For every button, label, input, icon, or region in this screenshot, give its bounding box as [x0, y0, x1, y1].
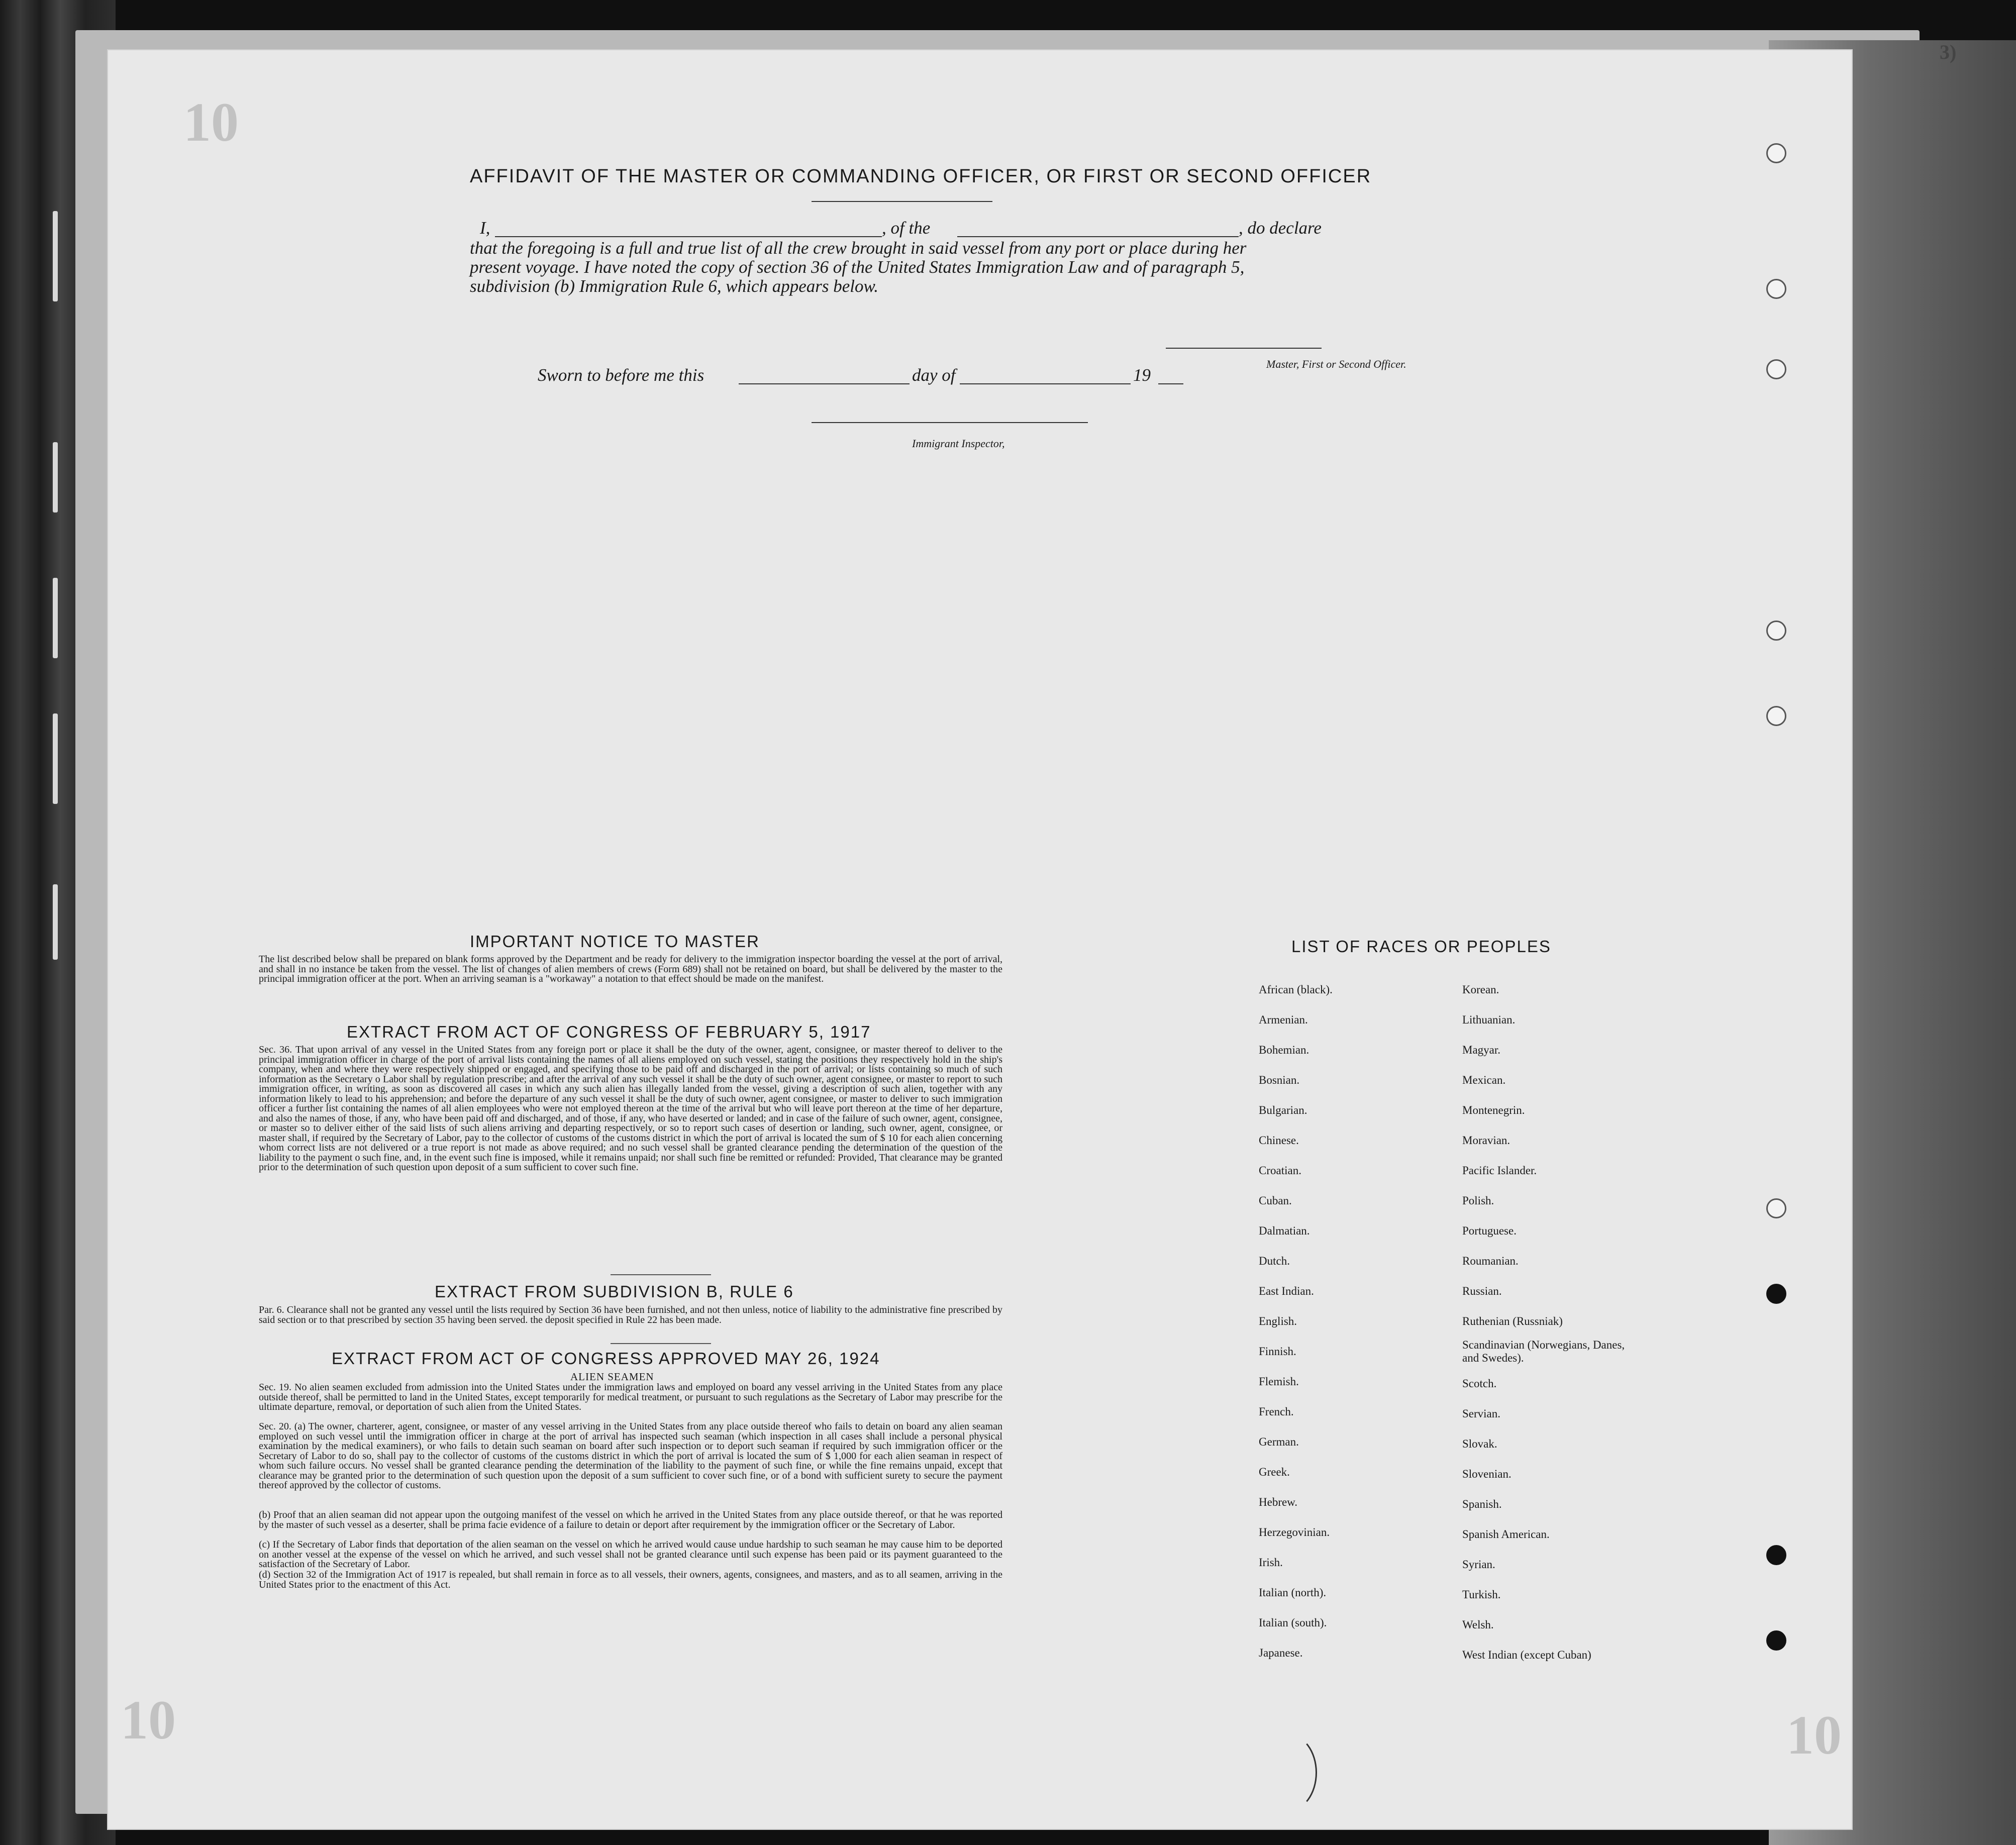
punch-hole — [1766, 279, 1786, 299]
race-item: Herzegovinian. — [1259, 1526, 1330, 1539]
punch-hole — [1766, 359, 1786, 379]
race-item: Pacific Islander. — [1462, 1164, 1537, 1177]
sheet-number-bottom-left: 10 — [121, 1689, 176, 1751]
extract-1924-title: EXTRACT FROM ACT OF CONGRESS APPROVED MAY 26, 1924 — [332, 1349, 880, 1368]
punch-hole — [1766, 1630, 1786, 1651]
race-item: Magyar. — [1462, 1044, 1501, 1056]
race-item: Spanish. — [1462, 1498, 1502, 1510]
race-item: Croatian. — [1259, 1164, 1301, 1177]
sec20b-text: (b) Proof that an alien seaman did not appear upon the outgoing manifest of the vessel on which he arrived in the United States from any place outside thereof, or that he was reported by the master of such vessel as a deserter, shall be prima facie evidence of a failure to detain or deport after requirement by the immigration officer or the Secretary of Labor. — [259, 1509, 1002, 1530]
day-of: day of — [912, 365, 956, 385]
race-item: Roumanian. — [1462, 1255, 1519, 1267]
race-item: Lithuanian. — [1462, 1013, 1516, 1026]
inspector-signature-line — [812, 422, 1088, 423]
race-item: Korean. — [1462, 983, 1499, 996]
race-item: Bosnian. — [1259, 1074, 1300, 1086]
race-item: Portuguese. — [1462, 1224, 1517, 1237]
binder-tab — [53, 713, 58, 804]
race-item: Mexican. — [1462, 1074, 1506, 1086]
month-blank — [960, 383, 1131, 384]
race-item: Irish. — [1259, 1556, 1283, 1569]
affidavit-do-declare: , do declare — [1239, 218, 1322, 238]
sheet-number-bottom-right: 10 — [1786, 1704, 1842, 1766]
corner-note: 3) — [1940, 41, 1957, 63]
rule6-title: EXTRACT FROM SUBDIVISION B, RULE 6 — [435, 1282, 794, 1301]
punch-hole — [1766, 1545, 1786, 1565]
punch-hole — [1766, 706, 1786, 726]
race-item: Chinese. — [1259, 1134, 1299, 1147]
race-item: West Indian (except Cuban) — [1462, 1649, 1591, 1661]
race-item: Turkish. — [1462, 1588, 1501, 1601]
affidavit-title: AFFIDAVIT OF THE MASTER OR COMMANDING OFFICER, OR FIRST OR SECOND OFFICER — [470, 166, 1372, 187]
punch-hole — [1766, 1198, 1786, 1218]
section-divider — [611, 1343, 711, 1344]
vessel-blank — [957, 236, 1239, 237]
punch-hole — [1766, 143, 1786, 163]
race-item: Russian. — [1462, 1285, 1502, 1297]
race-item: Syrian. — [1462, 1558, 1495, 1571]
race-item: Spanish American. — [1462, 1528, 1550, 1541]
race-item: Montenegrin. — [1462, 1104, 1525, 1116]
manifest-page — [108, 41, 1957, 1829]
affidavit-line-2: that the foregoing is a full and true list of all the crew brought in said vessel from any port or place during her — [470, 238, 1247, 258]
notice-text: The list described below shall be prepared on blank forms approved by the Department and be ready for delivery to the immigration inspector boarding the vessel at the port of arrival, and shall in no instance be taken from the vessel. The list of changes of alien members of crews (Form 689) shall not be retained on board, but shall be delivered by the master to the principal immigration officer at the port. When an arriving seaman is a "workaway" a notation to that effect should be made on the manifest. — [259, 954, 1002, 984]
races-right-column — [1462, 975, 1643, 1670]
rule6-text: Par. 6. Clearance shall not be granted any vessel until the lists required by Section 36 have been furnished, and not then unless, notice of liability to the administrative fine prescribed by said section or to that prescribed by section 35 having been served. the deposit specified in Rule 22 has been made. — [259, 1304, 1002, 1325]
binder-tab — [53, 578, 58, 658]
extract-1924-subtitle: ALIEN SEAMEN — [570, 1371, 654, 1383]
sec20d-text: (d) Section 32 of the Immigration Act of 1917 is repealed, but shall remain in force as to all vessels, their owners, agents, consignees, and masters, and as to all seamen, arriving in the United States prior to the enactment of this Act. — [259, 1569, 1002, 1590]
race-item: French. — [1259, 1405, 1294, 1418]
pen-mark — [1259, 1733, 1317, 1812]
race-item: Scotch. — [1462, 1377, 1497, 1390]
affidavit-line-4: subdivision (b) Immigration Rule 6, which appears below. — [470, 276, 879, 296]
inspector-caption: Immigrant Inspector, — [912, 437, 1005, 450]
binder-tab — [53, 211, 58, 301]
race-item: Dalmatian. — [1259, 1224, 1310, 1237]
name-blank — [495, 236, 882, 237]
race-item: Dutch. — [1259, 1255, 1290, 1267]
race-item: Bulgarian. — [1259, 1104, 1307, 1116]
sheet-number-top: 10 — [183, 91, 239, 153]
year-blank — [1158, 383, 1183, 384]
race-item: Scandinavian (Norwegians, Danes, and Swedes). — [1462, 1339, 1625, 1364]
race-item: Slovak. — [1462, 1438, 1497, 1450]
race-item: Welsh. — [1462, 1618, 1494, 1631]
race-item: Italian (north). — [1259, 1586, 1327, 1599]
section-divider — [611, 1274, 711, 1275]
notice-title: IMPORTANT NOTICE TO MASTER — [470, 932, 760, 951]
race-item: Polish. — [1462, 1194, 1494, 1207]
extract-1917-text: Sec. 36. That upon arrival of any vessel in the United States from any foreign port or place it shall be the duty of the owner, agent, consignee, or master thereof to deliver to the principal immigration officer in charge of the port of arrival lists containing the names of all aliens employed on such vessel, stating the positions they respectively hold in the ship's company, when and where they were respectively shipped or engaged, and specifying those to be paid off and discharged in the port of arrival; or lists containing so much of such information as the Secretary o Labor shall by regulation prescribe; and after the arrival of any such vessel it shall be the duty of such owner, agent consignee, or master to report to such immigration officer, in writing, as soon as discovered all cases in which any such alien has illegally landed from the vessel, giving a description of such alien, together with any information likely to lead to his apprehension; and before the departure of any such vessel it shall be the duty of such owner, agent consignee, or master to deliver to such immigration officer a further list containing the names of all alien employees who were not employed thereon at the time of the arrival but who will leave port thereon at the time of her departure, and also the names of those, if any, who have been paid off and discharged, and of those, if any, who have deserted or landed; and in case of the failure of such owner, agent, consignee, or master so to deliver either of the said lists of such aliens arriving and departing respectively, or so to report such cases of desertion or landing, such owner, agent, consignee, or master shall, if required by the Secretary of Labor, pay to the collector of customs of the customs district in which the port of arrival is located the sum of $ 10 for each alien concerning whom correct lists are not delivered or a true report is not made as above required; and no such vessel shall be granted clearance pending the determination of the question of the liability to the payment o such fine, and, in the event such fine is imposed, while it remains unpaid; nor shall such fine be remitted or refunded: Provided, That clearance may be granted prior to the determination of such question upon deposit of a sum sufficient to cover such fine. — [259, 1044, 1002, 1173]
extract-1917-title: EXTRACT FROM ACT OF CONGRESS OF FEBRUARY 5, 1917 — [347, 1022, 871, 1041]
race-item: German. — [1259, 1436, 1299, 1448]
race-item: Greek. — [1259, 1466, 1290, 1478]
races-left-column — [1259, 975, 1333, 1668]
races-title: LIST OF RACES OR PEOPLES — [1291, 937, 1551, 956]
race-item: Armenian. — [1259, 1013, 1308, 1026]
race-item: Hebrew. — [1259, 1496, 1298, 1508]
sec20c-text: (c) If the Secretary of Labor finds that deportation of the alien seaman on the vessel on which he arrived would cause undue hardship to such seaman he may cause him to be deported on another vessel at the expense of the vessel on which he arrived, and such vessel shall not be granted clearance until such expense has been paid or its payment guaranteed to the satisfaction of the Secretary of Labor. — [259, 1539, 1002, 1570]
punch-hole — [1766, 1284, 1786, 1304]
affidavit-line-3: present voyage. I have noted the copy of section 36 of the United States Immigration Law and of paragraph 5, — [470, 257, 1245, 277]
master-signature-line — [1166, 348, 1322, 349]
race-item: African (black). — [1259, 983, 1333, 996]
race-item: Flemish. — [1259, 1375, 1299, 1388]
race-item: Italian (south). — [1259, 1616, 1327, 1629]
affidavit-of-the: , of the — [882, 218, 931, 238]
year-prefix: 19 — [1133, 365, 1151, 385]
race-item: East Indian. — [1259, 1285, 1314, 1297]
race-item: Finnish. — [1259, 1345, 1296, 1358]
title-rule — [812, 201, 992, 202]
binder-tab — [53, 884, 58, 960]
sec20a-text: Sec. 20. (a) The owner, charterer, agent, consignee, or master of any vessel arriving in the United States from any place outside thereof who fails to detain on board any alien seaman employed on such vessel until the immigration officer in charge at the port of arrival has inspected such seaman (which inspection in all cases shall include a personal physical examination by the medical examiners), or who fails to detain such seaman on board after such inspection or to deport such seaman if required by such immigration officer or the Secretary of Labor to do so, shall pay to the collector of customs of the customs district in which the port of arrival is located the sum of $ 1,000 for each alien seaman in respect of whom such failure occurs. No vessel shall be granted clearance pending the determination of the liability to the payment of such fine, or while the fine remains unpaid, except that clearance may be granted prior to the determination of such question upon the deposit of a sum sufficient to cover such fine, or of a bond with sufficient surety to secure the payment thereof approved by the collector of customs. — [259, 1421, 1002, 1491]
race-item: Ruthenian (Russniak) — [1462, 1315, 1563, 1327]
sec19-text: Sec. 19. No alien seamen excluded from admission into the United States under the immigration laws and employed on board any vessel arriving in the United States from any place outside thereof, shall be permitted to land in the United States, except temporarily for medical treatment, or pursuant to such regulations as the Secretary of Labor may prescribe for the ultimate departure, removal, or deportation of such alien from the United States. — [259, 1382, 1002, 1412]
race-item: English. — [1259, 1315, 1297, 1327]
race-item: Japanese. — [1259, 1647, 1303, 1659]
race-item: Cuban. — [1259, 1194, 1292, 1207]
day-blank — [739, 383, 910, 384]
affidavit-i: I, — [480, 218, 490, 238]
race-item: Slovenian. — [1462, 1468, 1511, 1480]
master-caption: Master, First or Second Officer. — [1266, 358, 1406, 370]
binder-tab — [53, 442, 58, 512]
race-item: Bohemian. — [1259, 1044, 1309, 1056]
race-item: Servian. — [1462, 1407, 1501, 1420]
sworn-text: Sworn to before me this — [538, 365, 704, 385]
punch-hole — [1766, 621, 1786, 641]
race-item: Moravian. — [1462, 1134, 1510, 1147]
